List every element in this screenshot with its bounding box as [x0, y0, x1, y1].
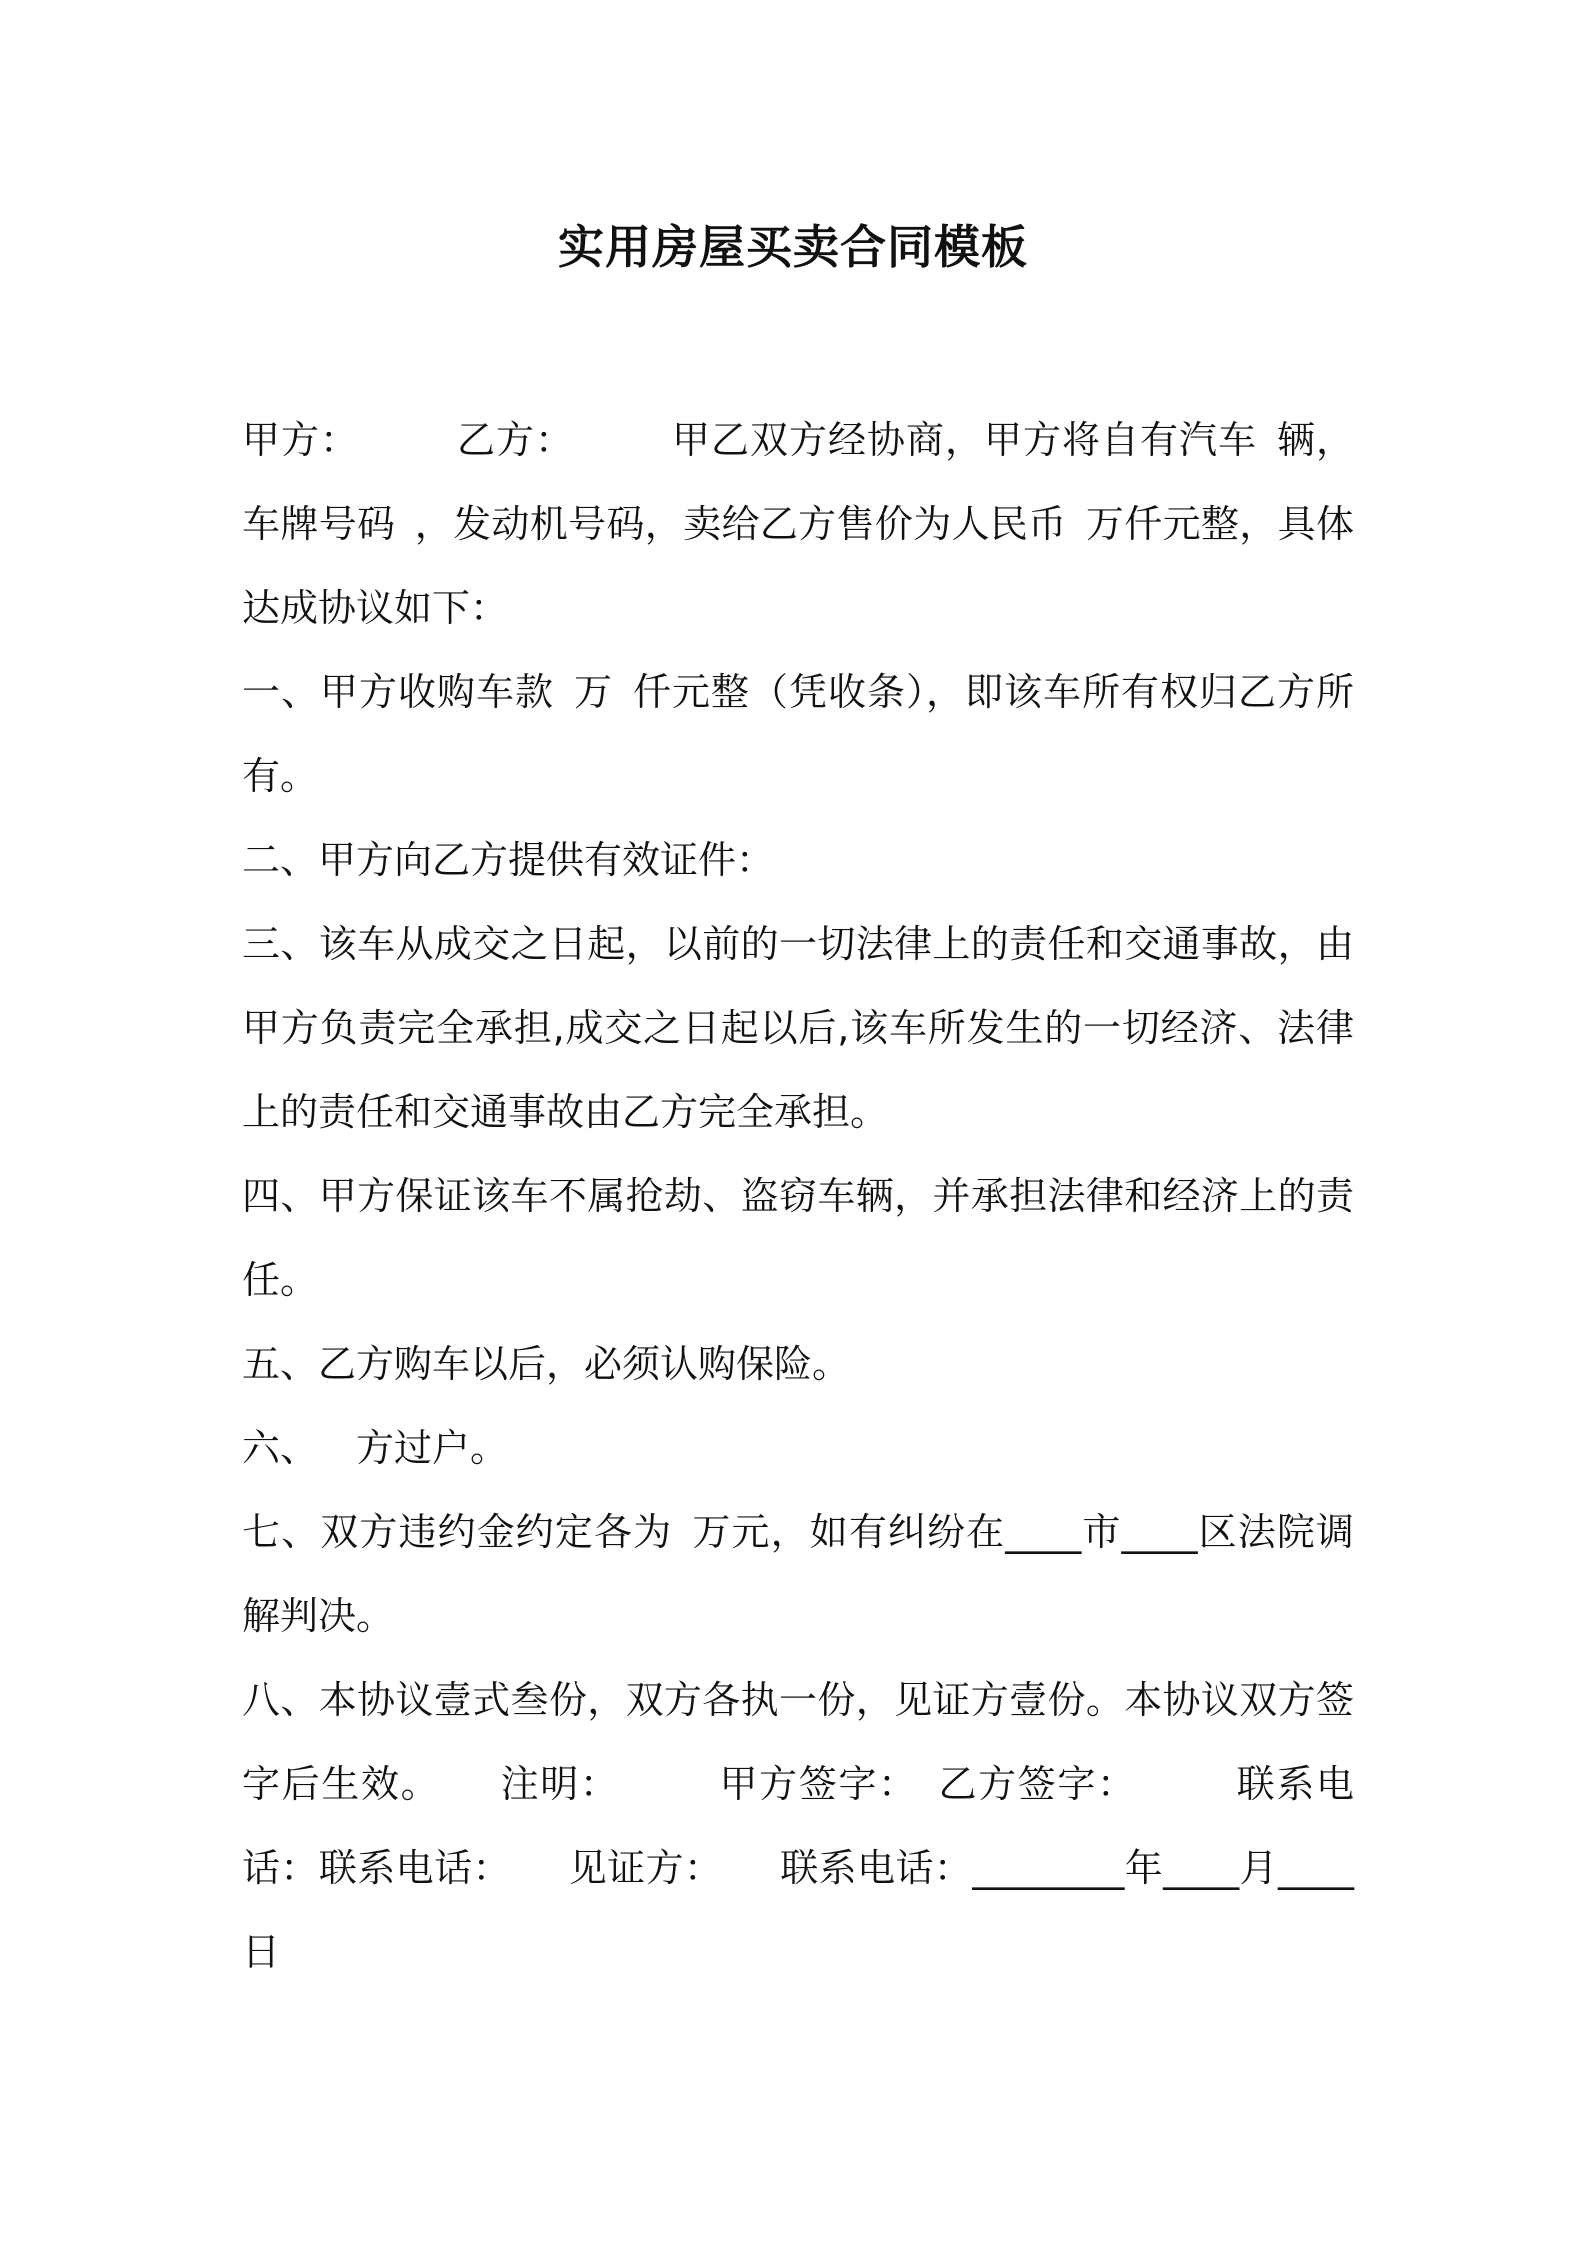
paragraph-intro: 甲方： 乙方： 甲乙双方经协商，甲方将自有汽车 辆，车牌号码 ，发动机号码，卖给乙方售价为人民币 万仟元整，具体达成协议如下： — [242, 418, 1354, 630]
paragraph-clause-7: 七、双方违约金约定各为 万元，如有纠纷在____市____区法院调解判决。 — [242, 1510, 1354, 1638]
paragraph-clause-6: 六、 方过户。 — [242, 1426, 509, 1470]
paragraph-clause-3: 三、该车从成交之日起，以前的一切法律上的责任和交通事故，由甲方负责完全承担,成交之日起以后,该车所发生的一切经济、法律上的责任和交通事故由乙方完全承担。 — [242, 922, 1354, 1134]
paragraph-clause-8: 八、本协议壹式叁份，双方各执一份，见证方壹份。本协议双方签字后生效。 注明： 甲方签字： 乙方签字： 联系电话：联系电话： 见证方： 联系电话：________年____月____日 — [242, 1678, 1354, 1974]
paragraph-clause-2: 二、甲方向乙方提供有效证件： — [242, 838, 775, 882]
paragraph-clause-1: 一、甲方收购车款 万 仟元整（凭收条），即该车所有权归乙方所有。 — [242, 670, 1354, 798]
document-title: 实用房屋买卖合同模板 — [558, 220, 1028, 274]
document-body — [242, 398, 1354, 1994]
paragraph-clause-5: 五、乙方购车以后，必须认购保险。 — [242, 1342, 851, 1386]
paragraph-clause-4: 四、甲方保证该车不属抢劫、盗窃车辆，并承担法律和经济上的责任。 — [242, 1174, 1354, 1302]
